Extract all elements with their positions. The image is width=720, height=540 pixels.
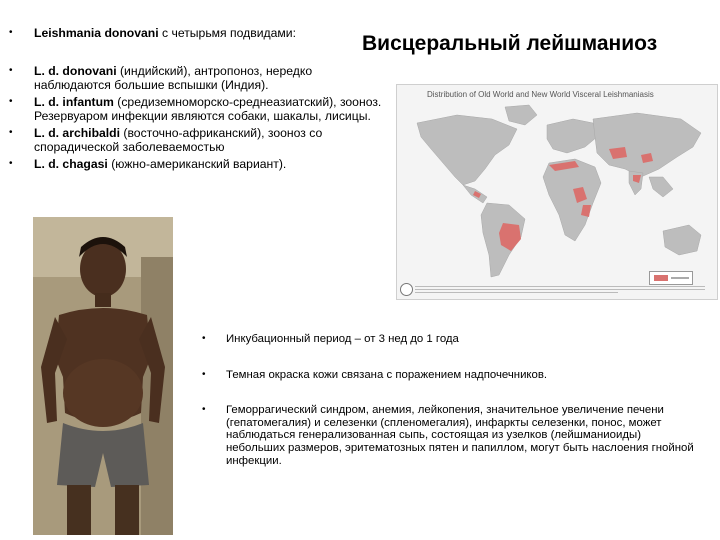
top-bullet-item: [0, 126, 400, 155]
asia-shape: [593, 113, 701, 177]
bullet-icon: •: [9, 95, 13, 107]
top-bullet-list: [0, 26, 400, 171]
map-legend: [649, 271, 693, 285]
patient-photo-graphic: [33, 217, 173, 535]
bottom-bullet-list: [190, 333, 710, 467]
bottom-bullet-item: [190, 404, 710, 467]
europe-shape: [547, 119, 597, 153]
africa-shape: [543, 159, 601, 241]
world-map: [396, 84, 718, 300]
bullet-icon: •: [9, 157, 13, 169]
bottom-bullet-item: [190, 369, 710, 382]
top-bullet-item: [0, 26, 400, 41]
un-logo-icon: [400, 283, 413, 296]
bullet-text: Геморрагический синдром, анемия, лейкопения, значительное увеличение печени (гепатомегалия) и селезенки (спленомегалия), инфаркты селезенки, понос, может наблюдаться генерализованная сыпь, состоящая из узелков (лейшманиоиды) небольших размеров, эритематозных пятен и папиллом, могут быть наслоения гнойной инфекции.: [226, 404, 694, 467]
bullet-icon: •: [9, 27, 13, 38]
bullet-icon: •: [9, 64, 13, 76]
map-graphic: [397, 85, 717, 299]
bullet-text: L. d. donovani (индийский), антропоноз, нередко наблюдаются большие вспышки (Индия).: [34, 63, 313, 92]
bullet-icon: •: [202, 368, 206, 380]
top-bullet-item: [0, 95, 400, 124]
legend-line: [671, 277, 689, 279]
bullet-icon: •: [9, 126, 13, 138]
top-bullet-item: [0, 157, 400, 172]
bullet-icon: •: [202, 404, 206, 416]
legend-swatch: [654, 275, 668, 281]
greenland-shape: [505, 105, 537, 125]
bullet-text: Leishmania donovani с четырьмя подвидами:: [34, 26, 296, 40]
bullet-text: L. d. chagasi (южно-американский вариант).: [34, 156, 287, 171]
bottom-bullet-item: [190, 333, 710, 346]
bullet-text: Инкубационный период – от 3 нед до 1 года: [226, 333, 459, 345]
top-bullet-item: [0, 64, 400, 93]
bullet-text: Темная окраска кожи связана с поражением надпочечников.: [226, 368, 548, 381]
north-america-shape: [417, 115, 517, 185]
bullet-text: L. d. archibaldi (восточно-африканский), зооноз со спорадической заболеваемостью: [34, 125, 323, 154]
bullet-text: L. d. infantum (средиземноморско-среднеазиатский), зооноз. Резервуаром инфекции являются собаки, шакалы, лисицы.: [34, 94, 382, 123]
india-shape: [629, 171, 643, 195]
map-caption: Distribution of Old World and New World Visceral Leishmaniasis: [427, 90, 654, 99]
bullet-icon: •: [202, 333, 206, 344]
slide-title: Висцеральный лейшманиоз: [362, 32, 658, 55]
map-footnote: [415, 286, 705, 294]
southeast-asia-shape: [649, 177, 673, 197]
patient-photo: [33, 217, 173, 535]
australia-shape: [663, 225, 701, 255]
